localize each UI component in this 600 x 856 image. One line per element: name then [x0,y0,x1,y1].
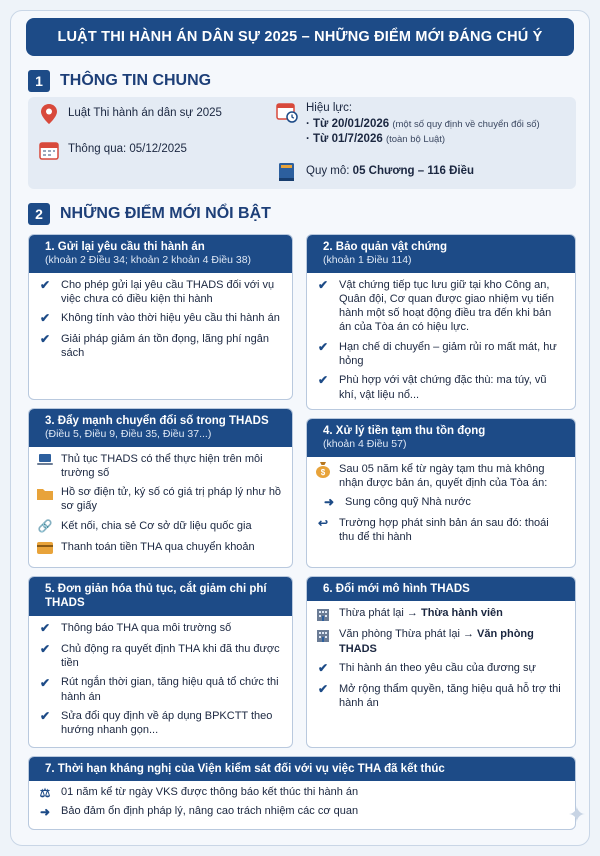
check-circle-icon: ✔ [39,675,51,690]
list-item: ✔ Thi hành án theo yêu cầu của đương sự [315,661,565,677]
list-item: Văn phòng Thừa phát lại → Văn phòng THADS [315,627,565,656]
list-item: ✔ Cho phép gửi lại yêu cầu THADS đối với vụ việc chưa có điều kiện thi hành [37,278,282,307]
card-4-title: 4. Xử lý tiền tạm thu tồn đọng [323,425,486,437]
money-bag-icon [315,462,331,478]
list-item: ✔ Chủ động ra quyết định THA khi đã thu được tiền [37,642,282,671]
card-5-title: 5. Đơn giản hóa thủ tục, cắt giảm chi phí THADS [45,583,267,610]
check-circle-icon: ✔ [39,277,51,292]
list-item: ✔ Hạn chế di chuyển – giảm rủi ro mất mát, hư hỏng [315,340,565,369]
card-temporary-collection [306,418,576,568]
arrow-right-icon: ➜ [39,804,51,819]
card-3-subtitle: (Điều 5, Điều 9, Điều 35, Điều 37...) [45,428,212,441]
arrow-right-icon: ➜ [323,495,335,510]
list-item: ✔ Mở rộng thẩm quyền, tăng hiệu quả hỗ trợ thi hành án [315,682,565,711]
list-item: ✔ Sửa đổi quy định về áp dụng BPKCTT theo hướng nhanh gọn... [37,709,282,738]
check-circle-icon: ✔ [317,682,329,697]
section-2-number: 2 [28,203,50,225]
card-digital-transformation [28,408,293,568]
passed-date: Thông qua: 05/12/2025 [68,143,187,155]
card-2-title: 2. Bảo quản vật chứng [323,241,447,253]
list-item: $ Sau 05 năm kể từ ngày tạm thu mà không nhận được bản án, quyết định của Tòa án: [315,462,565,491]
card-2-subtitle: (khoản 1 Điều 114) [323,254,412,267]
check-circle-icon: ✔ [317,339,329,354]
calendar-clock-icon [276,101,298,123]
card-1-subtitle: (khoản 2 Điều 34; khoản 2 khoản 4 Điều 38) [45,254,252,267]
list-item: ✔ Giải pháp giảm án tồn đọng, lãng phí ngân sách [37,332,282,361]
general-info-box [28,97,576,189]
effective-date-1-note: (một số quy định về chuyển đổi số) [392,118,540,130]
check-circle-icon: ✔ [39,641,51,656]
section-2-header [28,203,271,225]
card-7-title: 7. Thời hạn kháng nghị của Viện kiểm sát đối với vụ việc THA đã kết thúc [45,763,445,775]
effective-date-2-note: (toàn bộ Luật) [385,134,446,146]
card-6-title: 6. Đổi mới mô hình THADS [323,583,470,595]
list-item: Thanh toán tiền THA qua chuyển khoản [37,540,282,556]
building-icon [315,606,331,622]
card-resend-request [28,234,293,400]
check-circle-icon: ✔ [317,373,329,388]
law-name: Luật Thi hành án dân sự 2025 [68,107,222,119]
law-name-item [38,103,222,125]
card-procuracy-protest [28,756,576,830]
card-1-title: 1. Gửi lại yêu cầu thi hành án [45,241,205,253]
list-item: ✔ Phù hợp với vật chứng đặc thù: ma túy, vũ khí, vật liệu nổ... [315,373,565,402]
card-3-title: 3. Đẩy mạnh chuyển đổi số trong THADS [45,415,269,427]
scale-value: 05 Chương – 116 Điều [352,165,474,177]
check-circle-icon: ✔ [317,277,329,292]
check-circle-icon: ✔ [39,311,51,326]
section-1-title: THÔNG TIN CHUNG [60,72,212,89]
list-item: ✔ Vật chứng tiếp tục lưu giữ tại kho Công an, Quân đội, Cơ quan được giao nhiệm vụ tiến hành một số hoạt động điều tra đến khi bản án của Tòa án có hiệu lực. [315,278,565,335]
list-item: ✔ Rút ngắn thời gian, tăng hiệu quả tổ chức thi hành án [37,675,282,704]
effective-date-2: · Từ 01/7/2026 [306,133,383,146]
book-icon [276,161,298,183]
list-item: ↩ Trường hợp phát sinh bản án sau đó: thoái thu để thi hành [315,516,565,545]
sparkle-icon: ✦ [567,802,586,827]
list-item: ✔ Không tính vào thời hiệu yêu cầu thi hành án [37,311,282,327]
list-item: Thừa phát lại → Thừa hành viên [315,606,565,622]
list-item: ⚖ 01 năm kể từ ngày VKS được thông báo kết thúc thi hành án [37,785,565,801]
effective-date-1: · Từ 20/01/2026 [306,117,390,130]
card-new-model [306,576,576,748]
effective-date-item [276,101,540,148]
page-title: LUẬT THI HÀNH ÁN DÂN SỰ 2025 – NHỮNG ĐIỂM MỚI ĐÁNG CHÚ Ý [26,18,574,56]
check-circle-icon: ✔ [39,620,51,635]
check-circle-icon: ✔ [39,709,51,724]
section-2-title: NHỮNG ĐIỂM MỚI NỔI BẬT [60,205,271,222]
scale-label: Quy mô: [306,165,350,177]
list-item: 🔗 Kết nối, chia sẻ Cơ sở dữ liệu quốc gia [37,518,252,533]
passed-date-item [38,139,187,161]
folder-icon [37,485,53,501]
effective-label: Hiệu lực: [306,102,353,114]
check-circle-icon: ✔ [317,661,329,676]
card-evidence-storage [306,234,576,410]
section-1-header [28,70,211,92]
list-item: ➜ Sung công quỹ Nhà nước [315,495,565,511]
scale-item [276,161,474,183]
return-arrow-icon: ↩ [317,516,329,531]
list-item: ➜ Bảo đảm ổn định pháp lý, nâng cao trách nhiệm các cơ quan [37,804,565,820]
card-4-subtitle: (khoản 4 Điều 57) [323,438,407,451]
laptop-icon [37,452,53,468]
section-1-number: 1 [28,70,50,92]
svg-text:$: $ [320,467,326,477]
list-item: ✔ Thông báo THA qua môi trường số [37,621,282,637]
building-icon [315,627,331,643]
link-icon: 🔗 [37,518,53,533]
check-circle-icon: ✔ [39,332,51,347]
credit-card-icon [37,540,53,556]
list-item: Thủ tục THADS có thể thực hiện trên môi trường số [37,452,282,481]
scales-icon: ⚖ [39,785,51,800]
card-simplify-procedures [28,576,293,748]
calendar-icon [38,139,60,161]
list-item: Hồ sơ điện tử, ký số có giá trị pháp lý như hồ sơ giấy [37,485,282,514]
location-pin-icon [38,103,60,125]
